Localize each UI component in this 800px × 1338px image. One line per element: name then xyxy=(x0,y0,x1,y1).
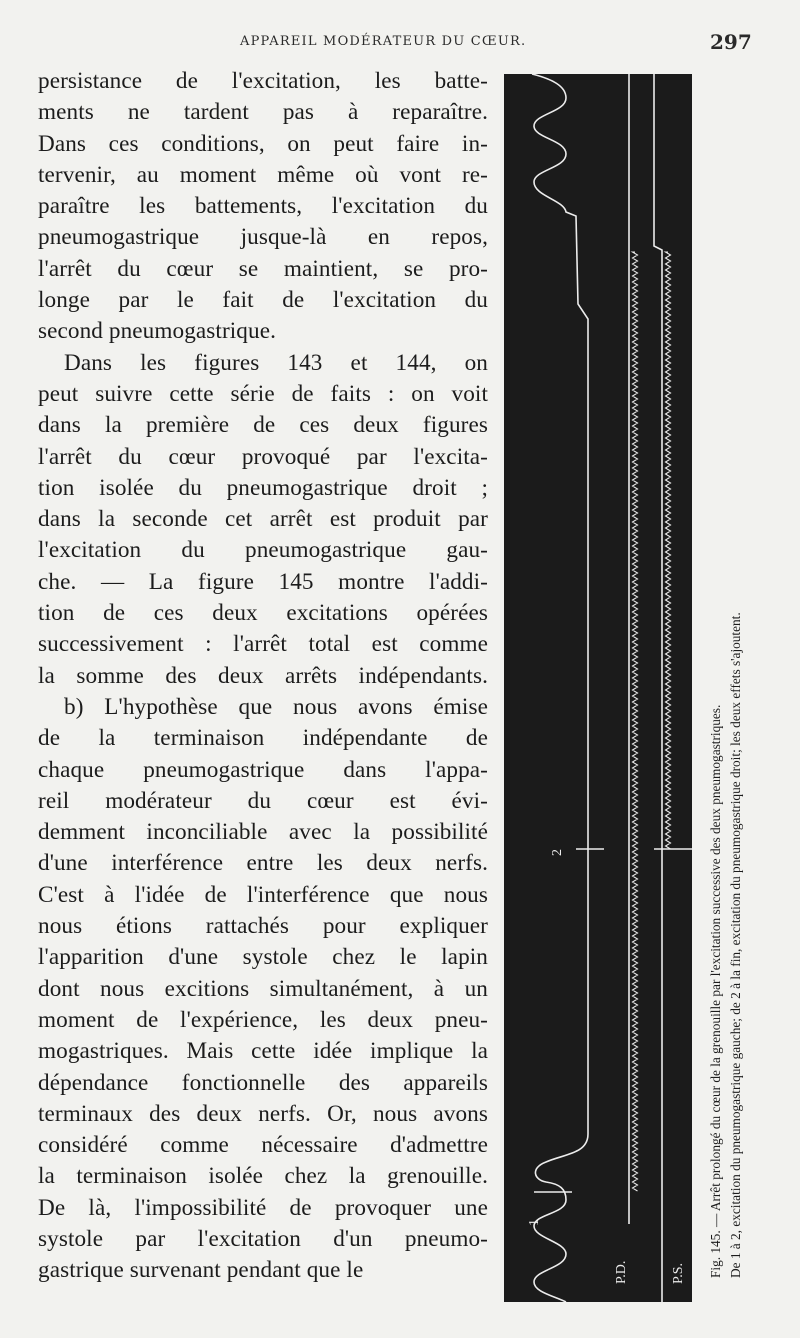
text-line: systole par l'excitation d'un pneumo- xyxy=(38,1225,488,1252)
text-line: dont nous excitions simultanément, à un xyxy=(38,975,488,1002)
caption-line-1: Fig. 145. — Arrêt prolongé du cœur de la grenouille par l'excitation successive des deux pneumogastriques. xyxy=(708,704,723,1278)
text-line: gastrique survenant pendant que le xyxy=(38,1257,364,1284)
text-line: dans la première de ces deux figures xyxy=(38,412,488,439)
text-line: chaque pneumogastrique dans l'appa- xyxy=(38,756,488,783)
figure-caption xyxy=(706,88,746,1278)
text-line: longe par le fait de l'excitation du xyxy=(38,287,488,314)
text-line: C'est à l'idée de l'interférence que nous xyxy=(38,881,488,908)
text-line: De là, l'impossibilité de provoquer une xyxy=(38,1194,488,1221)
text-line: de la terminaison indépendante de xyxy=(38,725,488,752)
text-line: d'une interférence entre les deux nerfs. xyxy=(38,850,488,877)
label-ps: P.S. xyxy=(671,1262,686,1284)
text-line: moment de l'expérience, les deux pneu- xyxy=(38,1006,488,1033)
text-line: second pneumogastrique. xyxy=(38,318,276,345)
text-line: ments ne tardent pas à reparaître. xyxy=(38,99,488,126)
text-line: persistance de l'excitation, les batte- xyxy=(38,68,488,94)
text-line: l'excitation du pneumogastrique gau- xyxy=(38,537,488,564)
text-line: la terminaison isolée chez la grenouille. xyxy=(38,1163,488,1190)
text-line: reil modérateur du cœur est évi- xyxy=(38,787,488,814)
text-line: dans la seconde cet arrêt est produit par xyxy=(38,506,488,533)
text-line: Dans ces conditions, on peut faire in- xyxy=(38,130,488,157)
text-line: che. — La figure 145 montre l'addi- xyxy=(38,568,488,595)
text-line: considéré comme nécessaire d'admettre xyxy=(38,1132,488,1159)
running-header: APPAREIL MODÉRATEUR DU CŒUR. xyxy=(240,34,527,49)
text-line: pneumogastrique jusque-là en repos, xyxy=(38,224,488,251)
text-line: successivement : l'arrêt total est comme xyxy=(38,631,488,658)
text-line: mogastriques. Mais cette idée implique la xyxy=(38,1038,488,1065)
label-pd: P.D. xyxy=(614,1260,629,1284)
text-line: terminaux des deux nerfs. Or, nous avons xyxy=(38,1100,488,1127)
text-line: Dans les figures 143 et 144, on xyxy=(64,349,488,376)
text-line: l'arrêt du cœur provoqué par l'excita- xyxy=(38,443,488,470)
text-line: la somme des deux arrêts indépendants. xyxy=(38,662,488,689)
text-line: b) L'hypothèse que nous avons émise xyxy=(64,693,488,720)
text-line: tervenir, au moment même où vont re- xyxy=(38,161,488,188)
text-line: dépendance fonctionnelle des appareils xyxy=(38,1069,488,1096)
tracing-background xyxy=(504,74,692,1302)
text-line: peut suivre cette série de faits : on voit xyxy=(38,380,488,407)
figure-145-tracing xyxy=(504,74,692,1302)
body-text xyxy=(38,66,488,1287)
text-line: l'apparition d'une systole chez le lapin xyxy=(38,944,488,971)
text-line: l'arrêt du cœur se maintient, se pro- xyxy=(38,255,488,282)
text-line: demment inconciliable avec la possibilité xyxy=(38,819,488,846)
text-line: paraître les battements, l'excitation du xyxy=(38,193,488,220)
caption-line-2: De 1 à 2, excitation du pneumogastrique gauche; de 2 à la fin, excitation du pneumogastrique droit; les deux effets s'ajoutent. xyxy=(728,612,743,1278)
marker-2: 2 xyxy=(550,849,565,856)
text-line: nous étions rattachés pour expliquer xyxy=(38,913,488,940)
page-number: 297 xyxy=(710,30,752,54)
text-line: tion de ces deux excitations opérées xyxy=(38,600,488,627)
marker-1: 1 xyxy=(527,1219,542,1226)
text-line: tion isolée du pneumogastrique droit ; xyxy=(38,474,488,501)
